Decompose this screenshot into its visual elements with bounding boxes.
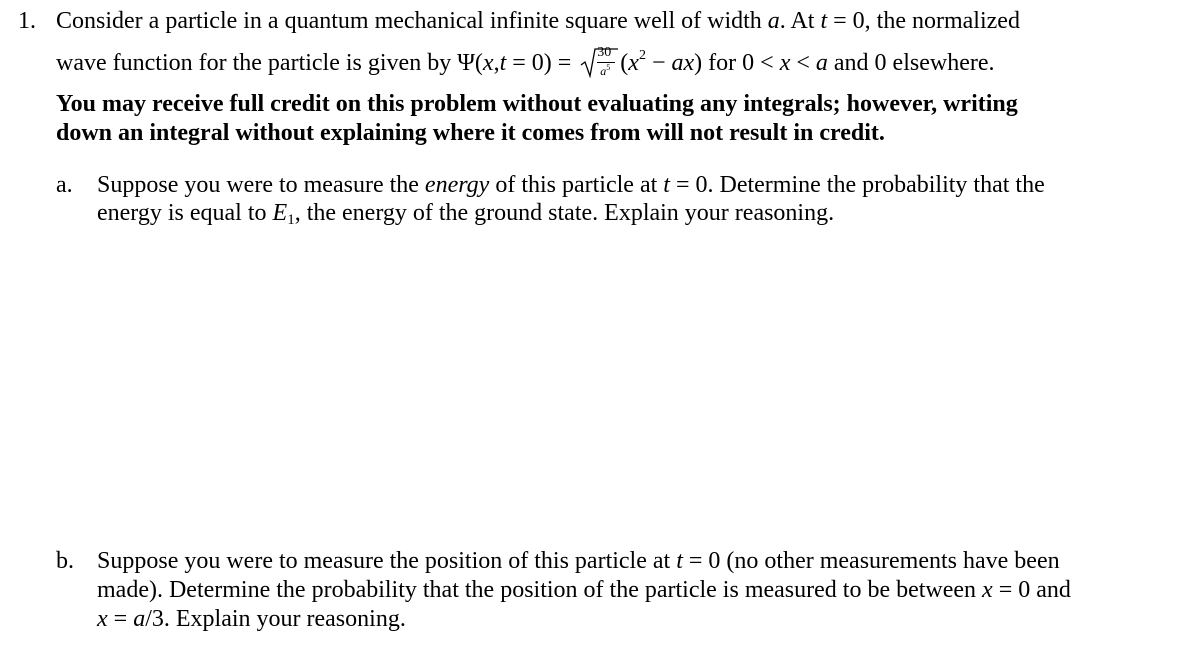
paren-open: ( [620, 50, 629, 76]
comma: , [493, 50, 500, 76]
part-b-marker: b. [56, 548, 74, 574]
part-b-line-3 [97, 606, 406, 633]
part-a-line-2 [97, 200, 834, 229]
part-b-text: /3. Explain your reasoning. [145, 606, 406, 632]
var-t: t [663, 172, 670, 198]
part-b-line-2 [97, 577, 1071, 604]
intro-text: wave function for the particle is given by Ψ( [56, 50, 483, 76]
part-a-text: = 0. Determine the probability that the [669, 172, 1045, 198]
emphasis-energy: energy [424, 172, 490, 198]
intro-text: and 0 elsewhere. [827, 50, 995, 76]
intro-text: Consider a particle in a quantum mechanical infinite square well of width [56, 8, 768, 34]
intro-text: = 0, the normalized [827, 8, 1020, 34]
intro-text: = 0) = [506, 50, 578, 76]
var-x: x [982, 577, 993, 603]
part-b-text: made). Determine the probability that the position of the particle is measured to be between [97, 577, 983, 603]
var-t: t [676, 548, 683, 574]
part-b-text: = 0 (no other measurements have been [682, 548, 1060, 574]
var-x: x [628, 50, 639, 76]
part-a-line-1 [97, 172, 1045, 199]
var-x: x [97, 606, 108, 632]
square-root-factor [579, 45, 619, 78]
part-b-text: Suppose you were to measure the position of this particle at [97, 548, 677, 574]
minus-sign: − [645, 50, 672, 76]
var-a: a [815, 50, 828, 76]
subscript-1: 1 [287, 212, 295, 228]
var-a: a [133, 606, 146, 632]
part-a-text: Suppose you were to measure the [97, 172, 425, 198]
intro-text: for 0 < [702, 50, 780, 76]
var-t: t [499, 50, 507, 76]
sqrt-denominator [600, 62, 610, 77]
exponent: 2 [638, 48, 646, 63]
part-a-text: energy is equal to [97, 200, 273, 226]
part-b-line-1 [97, 548, 1060, 575]
sqrt-den-var: a [600, 64, 607, 78]
problem-intro-line-1 [56, 8, 1020, 35]
problem-number: 1. [18, 8, 36, 34]
credit-note-line-1: You may receive full credit on this problem without evaluating any integrals; however, writing [56, 91, 1018, 117]
var-x: x [482, 50, 494, 76]
problem-intro-line-2 [56, 45, 995, 78]
var-x: x [779, 50, 791, 76]
sqrt-numerator: 30 [597, 45, 612, 60]
credit-note-line-2: down an integral without explaining where it comes from will not result in credit. [56, 120, 885, 146]
part-b-text: = [107, 606, 134, 632]
sqrt-den-exponent: 5 [606, 63, 611, 72]
intro-text: . At [779, 8, 821, 34]
paren-close: ) [694, 50, 703, 76]
part-a-marker: a. [56, 172, 73, 198]
var-a: a [767, 8, 780, 34]
part-b-text: = 0 and [992, 577, 1071, 603]
var-ax: ax [671, 50, 695, 76]
part-a-text: of this particle at [489, 172, 664, 198]
var-t: t [820, 8, 828, 34]
intro-text: < [790, 50, 816, 76]
var-E: E [272, 200, 288, 226]
part-a-text: , the energy of the ground state. Explain your reasoning. [294, 200, 835, 226]
